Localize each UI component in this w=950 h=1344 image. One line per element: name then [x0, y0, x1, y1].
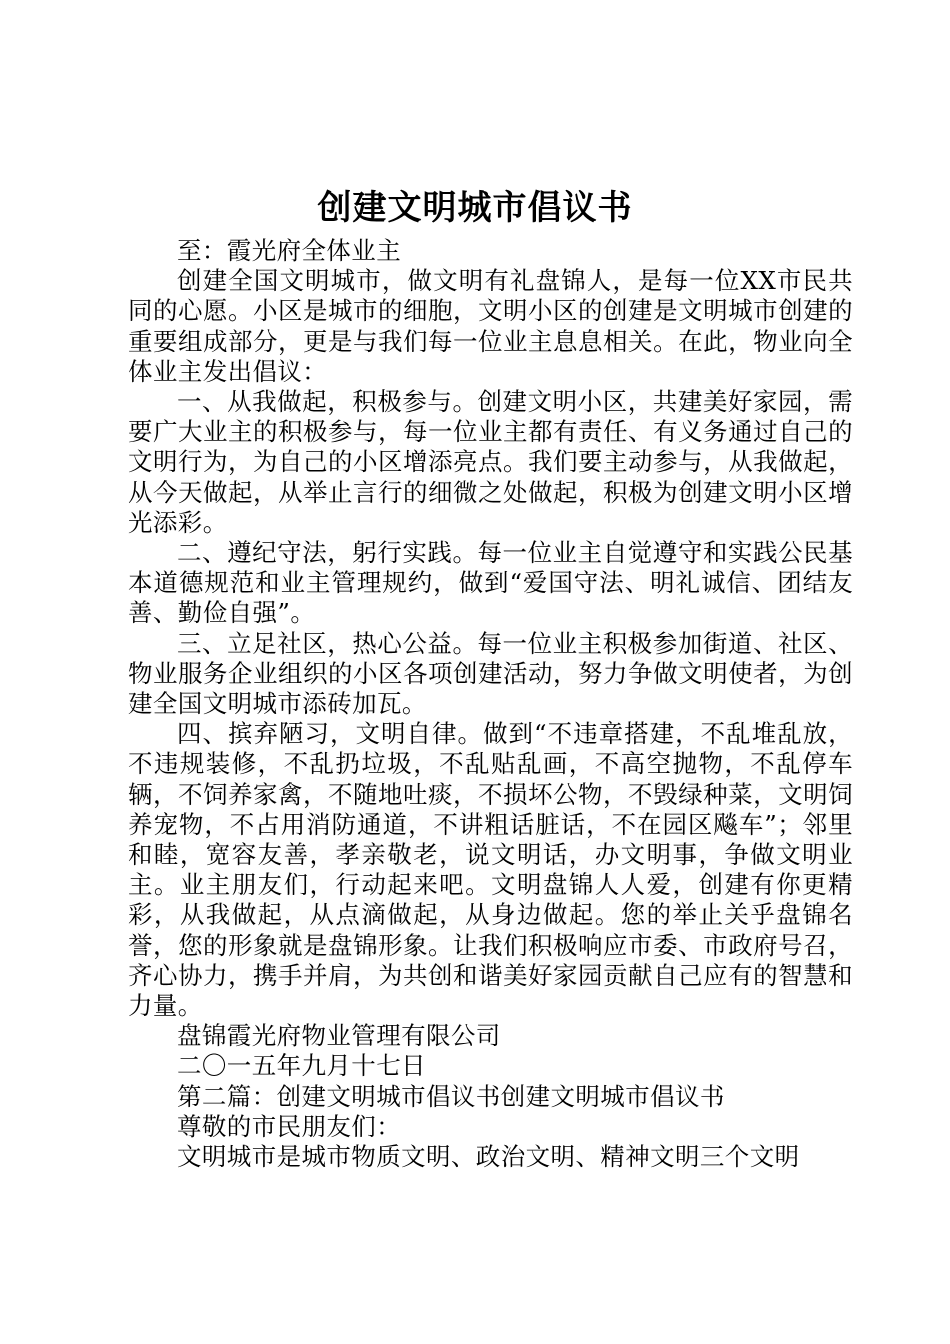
signature-date: 二〇一五年九月十七日 — [177, 1051, 426, 1081]
document-title: 创建文明城市倡议书 — [317, 188, 633, 228]
signature-company: 盘锦霞光府物业管理有限公司 — [177, 1021, 501, 1051]
section-heading-2: 第二篇：创建文明城市倡议书创建文明城市倡议书 — [177, 1081, 725, 1111]
proposal-paragraph-4: 四、摈弃陋习，文明自律。做到“不违章搭建，不乱堆乱放，不违规装修，不乱扔垃圾，不乱贴乱画，不高空抛物，不乱停车辆，不饲养家禽，不随地吐痰，不损坏公物，不毁绿种菜，文明饲养宠物，不占用消防通道，不讲粗话脏话，不在园区飚车”；邻里和睦，宽容友善，孝亲敬老，说文明话，办文明事，争做文明业主。业主朋友们，行动起来吧。文明盘锦人人爱，创建有你更精彩，从我做起，从点滴做起，从身边做起。您的举止关乎盘锦名誉，您的形象就是盘锦形象。让我们积极响应市委、市政府号召，齐心协力，携手并肩，为共创和谐美好家园贡献自己应有的智慧和力量。 — [128, 719, 853, 1021]
intro-paragraph: 创建全国文明城市，做文明有礼盘锦人，是每一位XX市民共同的心愿。小区是城市的细胞，文明小区的创建是文明城市创建的重要组成部分，更是与我们每一位业主息息相关。在此，物业向全体业主发出倡议： — [128, 266, 853, 386]
addressee-line: 至：霞光府全体业主 — [177, 236, 402, 265]
document-body — [128, 236, 853, 1172]
paragraph-2-start: 文明城市是城市物质文明、政治文明、精神文明三个文明 — [177, 1142, 800, 1172]
proposal-paragraph-3: 三、立足社区，热心公益。每一位业主积极参加街道、社区、物业服务企业组织的小区各项创建活动，努力争做文明使者，为创建全国文明城市添砖加瓦。 — [128, 628, 853, 719]
salutation-2: 尊敬的市民朋友们： — [177, 1111, 402, 1141]
proposal-paragraph-2: 二、遵纪守法，躬行实践。每一位业主自觉遵守和实践公民基本道德规范和业主管理规约，做到“爱国守法、明礼诚信、团结友善、勤俭自强”。 — [128, 538, 853, 628]
proposal-paragraph-1: 一、从我做起，积极参与。创建文明小区，共建美好家园，需要广大业主的积极参与，每一位业主都有责任、有义务通过自己的文明行为，为自己的小区增添亮点。我们要主动参与，从我做起，从今天做起，从举止言行的细微之处做起，积极为创建文明小区增光添彩。 — [128, 387, 853, 537]
